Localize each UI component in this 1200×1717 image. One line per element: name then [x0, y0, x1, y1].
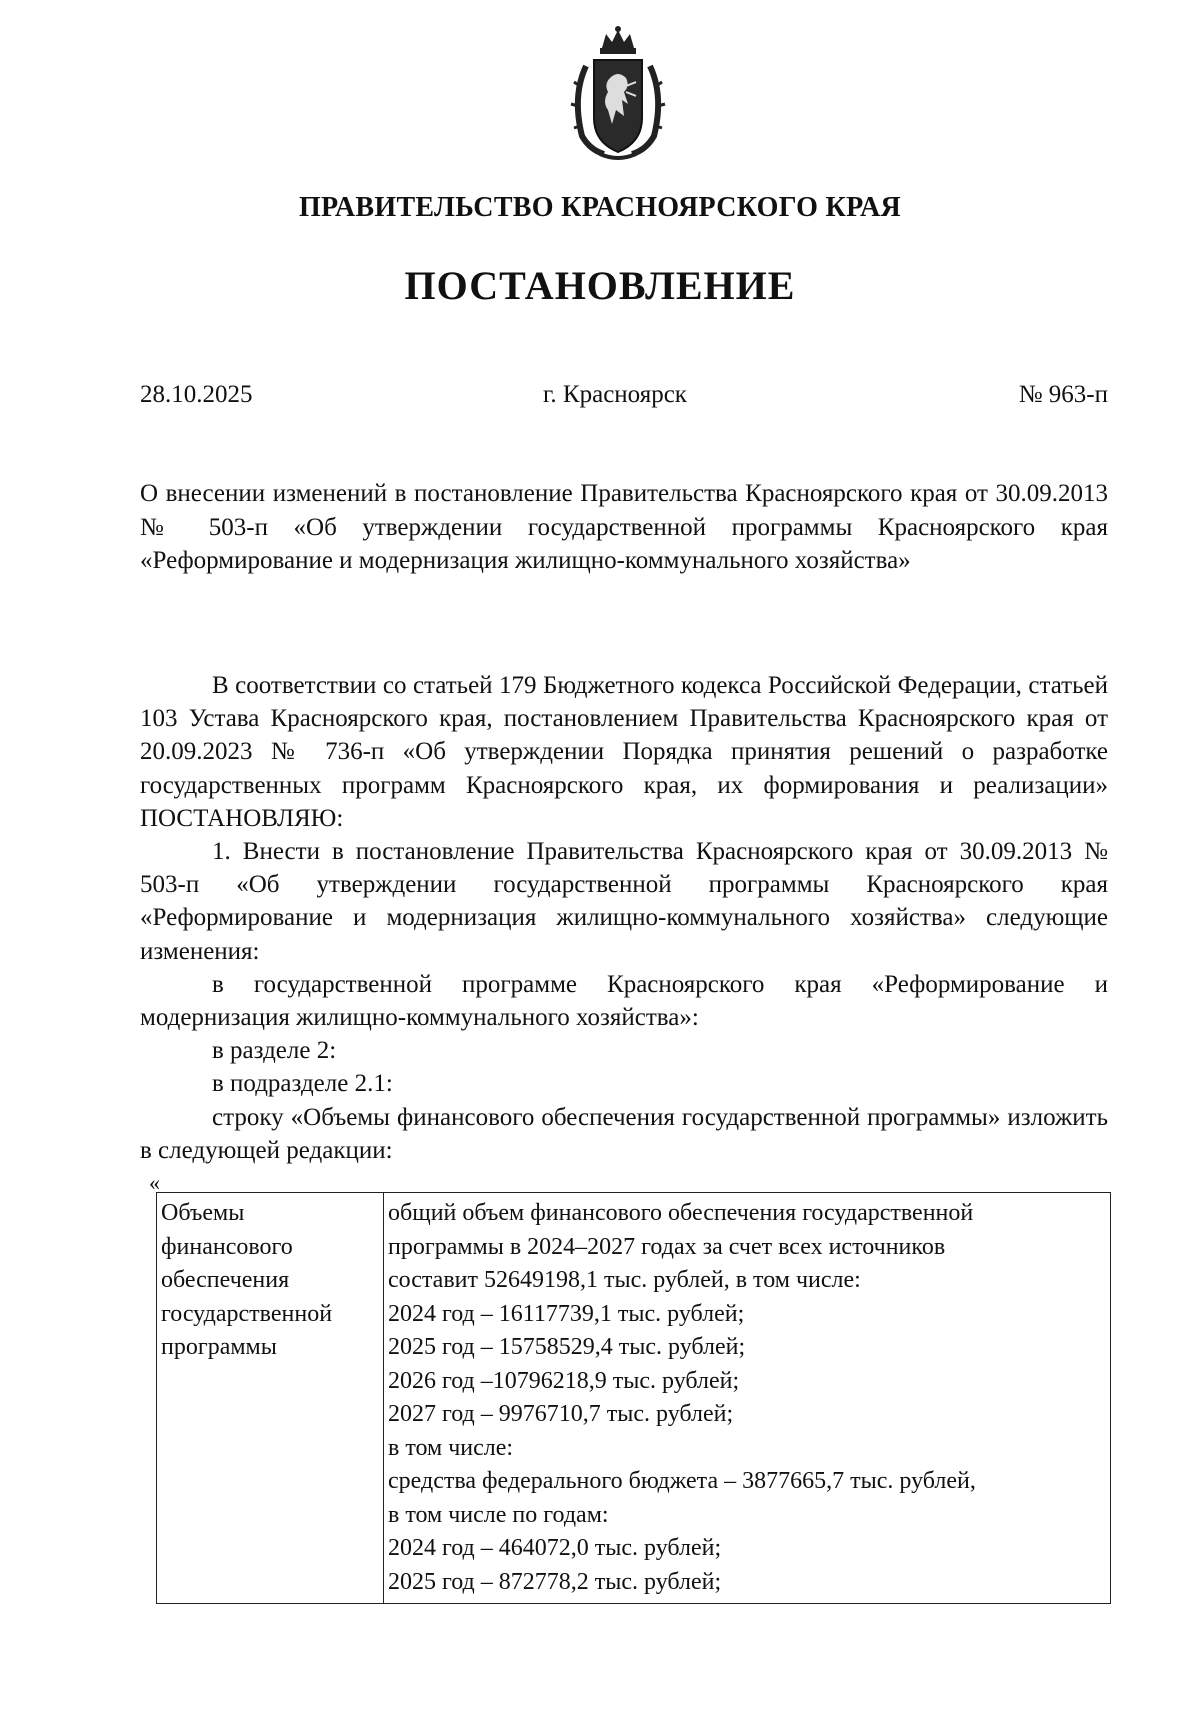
- document-city: г. Красноярск: [543, 381, 687, 408]
- content-line: 2027 год – 9976710,7 тыс. рублей;: [388, 1401, 734, 1427]
- content-line: средства федерального бюджета – 3877665,7 тыс. рублей,: [388, 1468, 976, 1494]
- document-type-title: ПОСТАНОВЛЕНИЕ: [404, 263, 796, 308]
- paragraph-subsection: в подразделе 2.1:: [212, 1070, 393, 1098]
- document-body: [140, 669, 1108, 1167]
- table-cell-content: [384, 1193, 1111, 1604]
- content-line: общий объем финансового обеспечения государственной: [388, 1200, 974, 1226]
- paragraph-line-change: строку «Объемы финансового обеспечения государственной программы» изложить в следующей редакции:: [140, 1103, 1108, 1164]
- content-line: 2026 год –10796218,9 тыс. рублей;: [388, 1367, 740, 1394]
- organization-title: ПРАВИТЕЛЬСТВО КРАСНОЯРСКОГО КРАЯ: [298, 192, 902, 223]
- content-line: 2025 год – 15758529,4 тыс. рублей;: [388, 1334, 746, 1360]
- content-line: в том числе:: [388, 1434, 514, 1461]
- content-line: программы в 2024–2027 годах за счет всех источников: [388, 1233, 946, 1260]
- document-number: № 963-п: [1018, 381, 1108, 408]
- content-line: составит 52649198,1 тыс. рублей, в том числе:: [388, 1267, 861, 1293]
- heading-line: финансового: [161, 1233, 293, 1260]
- content-line: 2024 год – 464072,0 тыс. рублей;: [388, 1535, 722, 1561]
- table-cell-heading: [157, 1193, 384, 1604]
- krasnoyarsk-coat-of-arms-icon: [566, 26, 670, 162]
- document-subject: О внесении изменений в постановление Правительства Красноярского края от 30.09.2013 № 503-п «Об утверждении государственной программы Красноярского края «Реформирование и модернизация жилищно-коммунального хозяйства»: [140, 480, 1108, 574]
- paragraph-item-1: 1. Внести в постановление Правительства Красноярского края от 30.09.2013 № 503-п «Об утверждении государственной программы Красноярского края «Реформирование и модернизация жилищно-коммунального хозяйства» следующие изменения:: [140, 838, 1108, 965]
- table-row: [157, 1193, 1111, 1604]
- heading-line: Объемы: [161, 1200, 245, 1226]
- heading-line: обеспечения: [161, 1267, 290, 1293]
- heading-line: программы: [161, 1334, 277, 1360]
- document-date: 28.10.2025: [140, 381, 253, 408]
- opening-quote-mark: «: [149, 1170, 160, 1195]
- paragraph-section: в разделе 2:: [212, 1037, 337, 1065]
- paragraph-basis: В соответствии со статьей 179 Бюджетного кодекса Российской Федерации, статьей 103 Устава Красноярского края, постановлением Правительства Красноярского края от 20.09.2023 № 736-п «Об утверждении Порядка принятия решений о разработке государственных программ Красноярского края, их формирования и реализации» ПОСТАНОВЛЯЮ:: [140, 672, 1108, 832]
- content-line: в том числе по годам:: [388, 1501, 609, 1528]
- paragraph-program: в государственной программе Красноярского края «Реформирование и модернизация жилищно-коммунального хозяйства»:: [140, 970, 1108, 1032]
- content-line: 2025 год – 872778,2 тыс. рублей;: [388, 1568, 722, 1595]
- financing-table: [156, 1192, 1111, 1604]
- content-line: 2024 год – 16117739,1 тыс. рублей;: [388, 1300, 745, 1327]
- heading-line: государственной: [161, 1300, 333, 1327]
